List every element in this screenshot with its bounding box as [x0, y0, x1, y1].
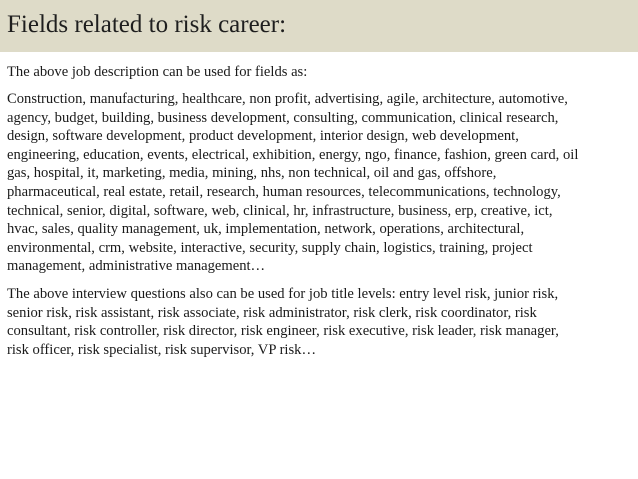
- title-bar: [0, 0, 638, 52]
- fields-line: environmental, crm, website, interactive, security, supply chain, logistics, training, project: [7, 239, 533, 256]
- fields-line: agency, budget, building, business development, consulting, communication, clinical research,: [7, 109, 559, 126]
- fields-line: pharmaceutical, real estate, retail, research, human resources, telecommunications, technology,: [7, 183, 561, 200]
- intro-text: The above job description can be used for fields as:: [7, 64, 308, 80]
- levels-line: The above interview questions also can be used for job title levels: entry level risk, junior risk,: [7, 285, 559, 302]
- levels-line: consultant, risk controller, risk director, risk engineer, risk executive, risk leader, risk manager,: [7, 323, 559, 340]
- slide-title: Fields related to risk career:: [7, 11, 287, 38]
- fields-line: hvac, sales, quality management, uk, implementation, network, operations, architectural,: [7, 221, 525, 238]
- levels-line: risk officer, risk specialist, risk supervisor, VP risk…: [7, 341, 317, 358]
- fields-line: design, software development, product development, interior design, web development,: [7, 128, 519, 145]
- fields-paragraph: [7, 90, 633, 276]
- slide-body: [7, 63, 633, 368]
- levels-line: senior risk, risk assistant, risk associate, risk administrator, risk clerk, risk coordinator, risk: [7, 304, 537, 321]
- fields-line: gas, hospital, it, marketing, media, mining, nhs, non technical, oil and gas, offshore,: [7, 165, 497, 182]
- levels-paragraph: [7, 285, 633, 359]
- fields-line: engineering, education, events, electrical, exhibition, energy, ngo, finance, fashion, green card, oil: [7, 146, 579, 163]
- fields-line: management, administrative management…: [7, 258, 266, 275]
- fields-line: technical, senior, digital, software, web, clinical, hr, infrastructure, business, erp, creative, ict,: [7, 202, 553, 219]
- fields-line: Construction, manufacturing, healthcare, non profit, advertising, agile, architecture, automotive,: [7, 91, 568, 107]
